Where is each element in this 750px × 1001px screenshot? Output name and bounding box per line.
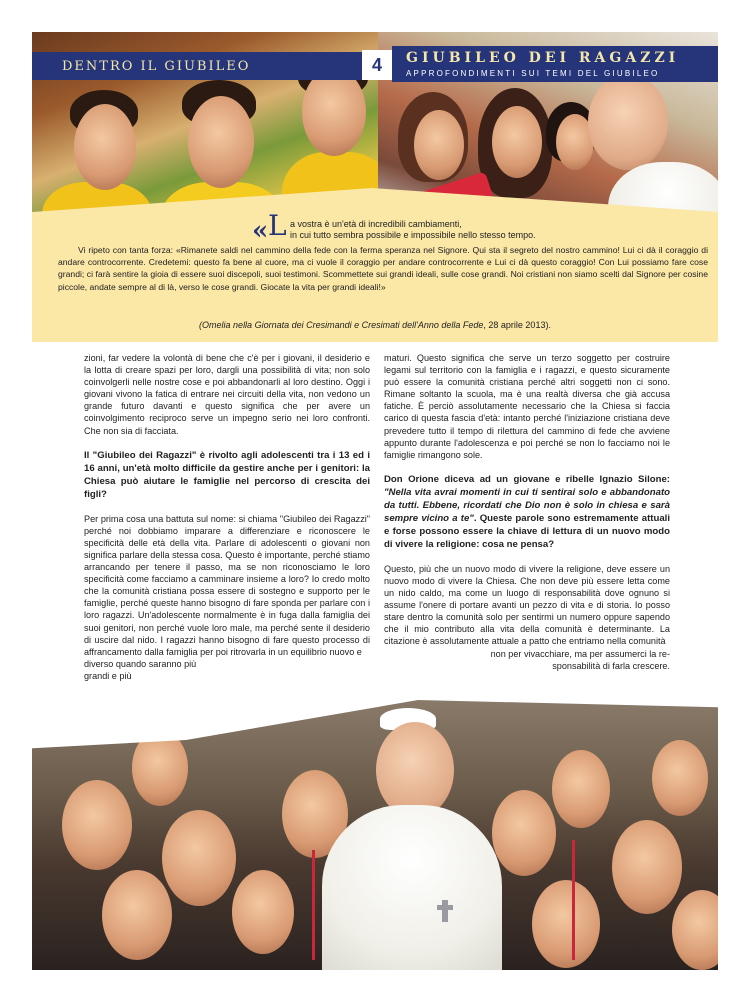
section-label: DENTRO IL GIUBILEO [62,58,251,74]
section-banner [32,52,362,80]
article-paragraph: zioni, far vedere la volontà di bene che c'è per i giovani, il desiderio e la lotta di creare spazi per loro, dargli una possibilità di vita; non solo coinvolgerli nelle nostre cose e poi abbandonarli al loro destino. Oggi i giovani vivono la fatica di entrare nei circuiti della vita, non vedono un grande futuro davanti e questo significa che per avere un coinvolgimento reciproco serve un impegno serio nei loro confronti. Che non sia di facciata. [84,353,370,436]
article-paragraph: Questo, più che un nuovo modo di vivere la religione, deve essere un nuovo modo di vivere la Chiesa. Che non deve più essere letta come un nido caldo, ma come un luogo di responsabilità dove ognuno si assume l'onere di portare avanti un pezzo di vita e di storia. Io posso stare dentro la comunità solo per sentirmi un numero oppure sapendo che il mio contributo alla vita della comunità è determinante. La citazione è assolutamente attuale a patto che entriamo nella comunità [384,563,670,647]
page-number: 4 [362,50,392,80]
article-tail-line: non per vivacchiare, ma per assumerci la re- [490,648,670,659]
quote-source-date: , 28 aprile 2013). [483,320,551,330]
article-tail-line: sponsabilità di farla crescere. [552,660,670,671]
quote-source [32,320,718,330]
article-tail-line: diverso quando saranno più [84,658,197,669]
quote-body: Vi ripeto con tanta forza: «Rimanete saldi nel cammino della fede con la ferma speranza nel Signore. Qui sta il segreto del nostro cammino! Lui ci dà il coraggio di andare controcorrente. Credetemi: questo fa bene al cuore, ma ci vuole il coraggio per andare controcorrente e Lui ci dà questo coraggio! Con Lui possiamo fare cose grandi; ci farà sentire la gioia di essere suoi discepoli, suoi testimoni. Scommettete sui grandi ideali, sulle cose grandi. Noi cristiani non siamo scelti dal Signore per cosine piccole, andate sempre al di là, verso le cose grandi. Giocate la vita per grandi ideali!» [58,245,708,292]
page-title: GIUBILEO DEI RAGAZZI [406,50,680,66]
interview-question [384,473,670,551]
article-column-left [84,352,370,682]
article-paragraph: maturi. Questo significa che serve un terzo soggetto per costruire legami sul territorio con la famiglia e i ragazzi, e questo sicuramente può essere la comunità cristiana perché altri soggetti non ci sono. Rimane soltanto la scuola, ma è una realtà diversa che già accusa fatiche. È perciò assolutamente necessario che la Chiesa si faccia carico di questa fascia d'età: intanto perché l'iniziazione cristiana deve prevedere tutto il tempo di rilettura del cammino di fede che avviene appunto durante l'adolescenza e poi perché se non lo facciamo noi le famiglie rimangono sole. [384,353,670,460]
article-column-right [384,352,670,672]
quote-intro-line-1: a vostra è un'età di incredibili cambiamenti, [290,219,462,229]
quote-source-title: (Omelia nella Giornata dei Cresimandi e Cresimati dell'Anno della Fede [199,320,484,330]
question-lead: Don Orione diceva ad un giovane e ribelle Ignazio Silone: [384,473,670,485]
article-paragraph: Per prima cosa una battuta sul nome: si chiama "Giubileo dei Ragazzi" perché noi dobbiamo imparare a differenziare e riconoscere le specificità delle età della vita. Parlare di adolescenti o giovani non significa parlare della stessa cosa. Questo è importante, perché stiamo arrancando per tenere il passo, ma se non riconosciamo le loro specificità come facciamo a camminare insieme a loro? Io credo molto che la comunità cristiana possa essere di sostegno e supporto per le famiglie, perché queste hanno bisogno di fare sponda per parlare con i loro ragazzi. Un'adolescente normalmente è in fuga dalla famiglia dei suoi genitori, non perché vuole loro male, ma perché sente il desiderio di uscire dal nido. I ragazzi hanno bisogno di fare questo processo di affrancamento dalla famiglia per poi ritrovarla in un equilibrio nuovo e [84,513,370,657]
page-subtitle: APPROFONDIMENTI SUI TEMI DEL GIUBILEO [406,69,660,78]
quote-intro [290,219,710,241]
article-tail-line: grandi e più [84,670,132,681]
interview-question: Il "Giubileo dei Ragazzi" è rivolto agli adolescenti tra i 13 ed i 16 anni, un'età molto difficile da gestire anche per i genitori: la Chiesa può aiutare le famiglie nel percorso di crescita dei figli? [84,449,370,500]
title-banner [392,46,718,82]
bottom-photo-top-edge [0,690,750,770]
orione-quote: "Nella vita avrai momenti in cui ti sentirai solo e abbandonato da tutti. Ebbene, ricordati che Dio non è solo in chiesa e sarà sempre vicino a te" [384,486,670,524]
quote-open-mark: « [252,216,269,246]
quote-drop-cap: L [268,209,287,242]
quote-intro-line-2: in cui tutto sembra possibile e impossibile nello stesso tempo. [290,230,536,240]
question-end: . Queste parole sono estremamente attuali e forse possono essere la chiave di lettura di un nuovo modo di vivere la religione: cosa ne pensa? [384,512,670,550]
